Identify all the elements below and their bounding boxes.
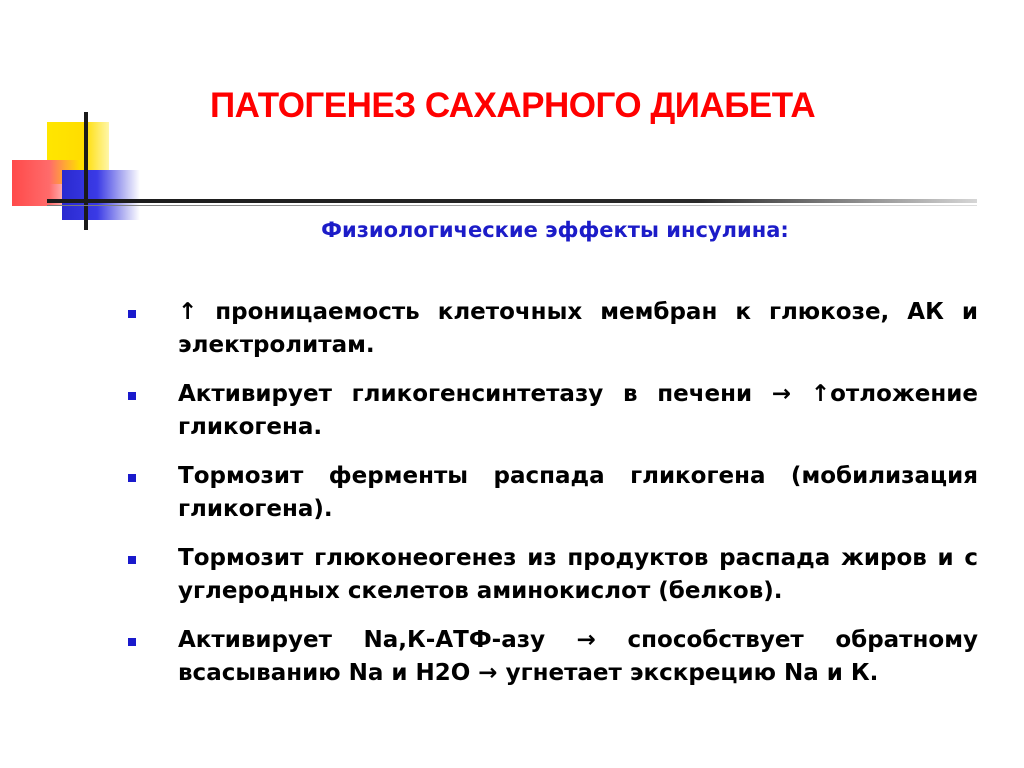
bullet-text: Тормозит глюконеогенез из продуктов распада жиров и с углеродных скелетов аминокислот (белков). — [178, 545, 978, 604]
slide-subtitle: Физиологические эффекты инсулина: — [321, 218, 789, 242]
square-bullet-icon — [128, 310, 136, 318]
decorative-blue-square — [62, 170, 140, 220]
bullet-item — [124, 624, 978, 690]
bullet-item — [124, 460, 978, 526]
bullet-list — [124, 296, 978, 706]
bullet-text: ↑ проницаемость клеточных мембран к глюкозе, АК и электролитам. — [178, 299, 978, 358]
slide-title: ПАТОГЕНЕЗ САХАРНОГО ДИАБЕТА — [210, 86, 816, 125]
square-bullet-icon — [128, 392, 136, 400]
square-bullet-icon — [128, 556, 136, 564]
decorative-vertical-line — [84, 112, 88, 230]
bullet-item — [124, 378, 978, 444]
title-divider-shadow — [47, 205, 977, 206]
bullet-text: Активирует Na,К-АТФ-азу → способствует обратному всасыванию Na и Н2О → угнетает экскрецию Na и К. — [178, 627, 978, 686]
square-bullet-icon — [128, 474, 136, 482]
title-divider-line — [47, 199, 977, 203]
square-bullet-icon — [128, 638, 136, 646]
bullet-item — [124, 542, 978, 608]
bullet-text: Тормозит ферменты распада гликогена (мобилизация гликогена). — [178, 463, 978, 522]
bullet-item — [124, 296, 978, 362]
bullet-text: Активирует гликогенсинтетазу в печени → ↑отложение гликогена. — [178, 381, 978, 440]
